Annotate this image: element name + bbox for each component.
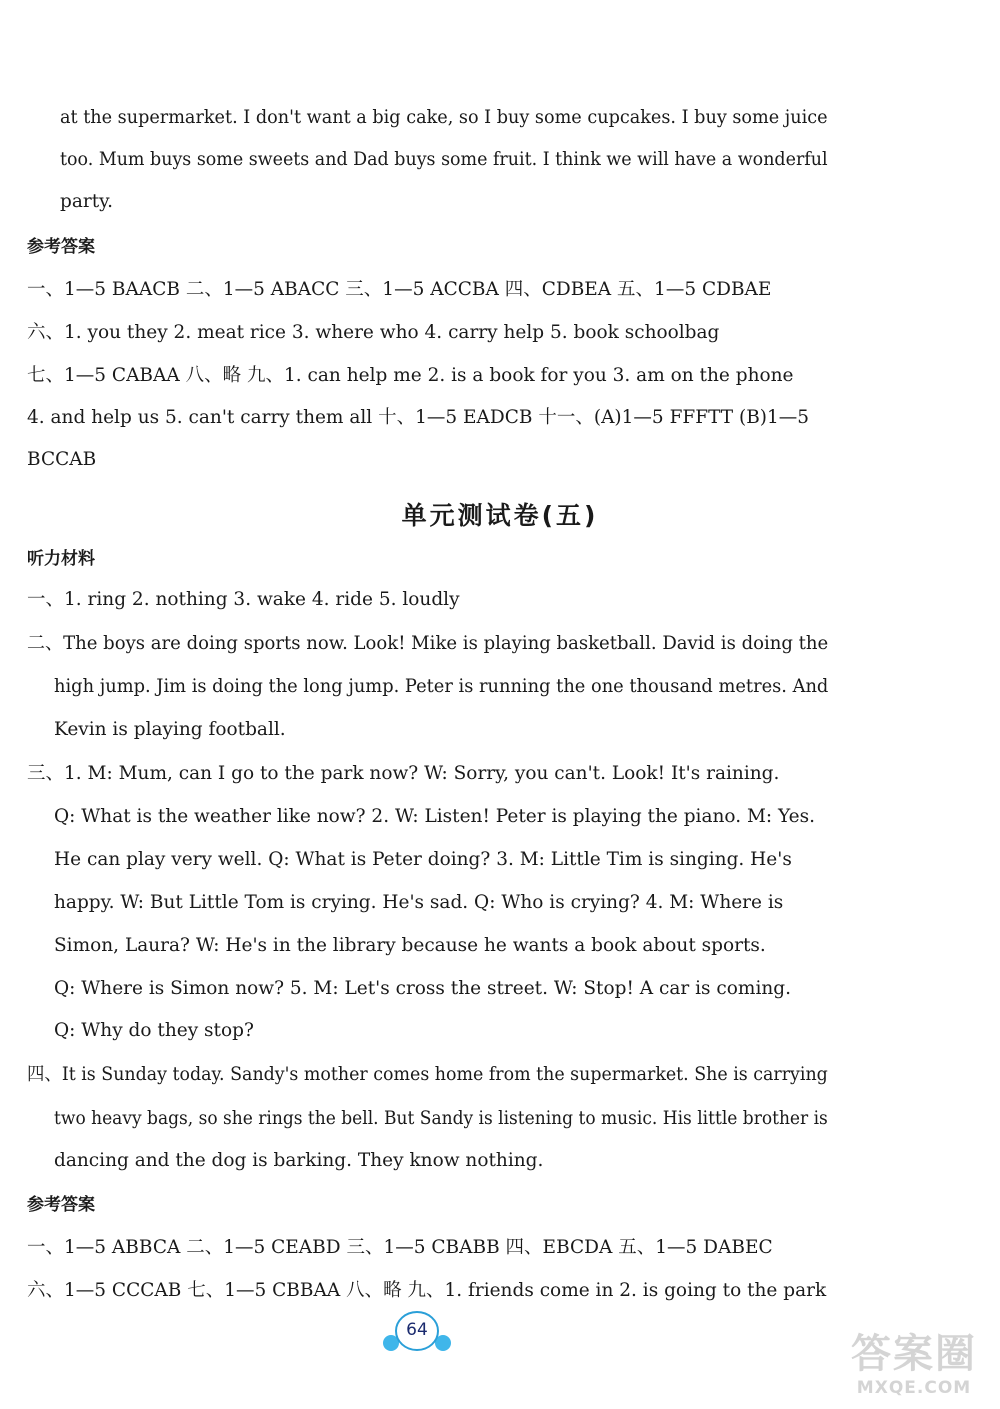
listening-line: Simon, Laura? W: He's in the library because he wants a book about sports. [54, 935, 766, 956]
watermark-sub: MXQE.COM [856, 1378, 972, 1398]
answer-line: 六、1. you they 2. meat rice 3. where who 4. carry help 5. book schoolbag [27, 322, 720, 343]
section-heading-answers: 参考答案 [27, 1195, 95, 1215]
listening-line: high jump. Jim is doing the long jump. Peter is running the one thousand metres. And [54, 676, 829, 697]
watermark-logo [828, 1330, 1000, 1409]
answer-line: BCCAB [27, 449, 97, 470]
watermark-main: 答案圈 [851, 1331, 977, 1377]
section-heading-listening: 听力材料 [27, 549, 95, 569]
listening-line: Q: What is the weather like now? 2. W: Listen! Peter is playing the piano. M: Yes. [54, 806, 815, 827]
answer-line: 一、1—5 ABBCA 二、1—5 CEABD 三、1—5 CBABB 四、EBCDA 五、1—5 DABEC [27, 1237, 773, 1258]
listening-line: Q: Why do they stop? [54, 1020, 254, 1041]
text-line: party. [60, 191, 114, 212]
listening-line: Kevin is playing football. [54, 719, 286, 740]
listening-line: two heavy bags, so she rings the bell. But Sandy is listening to music. His little brother is [54, 1108, 828, 1129]
answer-line: 七、1—5 CABAA 八、略 九、1. can help me 2. is a book for you 3. am on the phone [27, 365, 794, 386]
page-number-badge [382, 1310, 452, 1354]
answer-line: 4. and help us 5. can't carry them all 十、1—5 EADCB 十一、(A)1—5 FFFTT (B)1—5 [27, 407, 810, 428]
answer-line: 一、1—5 BAACB 二、1—5 ABACC 三、1—5 ACCBA 四、CDBEA 五、1—5 CDBAE [27, 279, 772, 300]
listening-line: 一、1. ring 2. nothing 3. wake 4. ride 5. loudly [27, 589, 460, 610]
listening-line: 四、It is Sunday today. Sandy's mother comes home from the supermarket. She is carrying [27, 1064, 828, 1085]
unit-title: 单元测试卷(五) [401, 501, 599, 530]
text-line: at the supermarket. I don't want a big cake, so I buy some cupcakes. I buy some juice [60, 107, 828, 128]
listening-line: 二、The boys are doing sports now. Look! Mike is playing basketball. David is doing the [27, 633, 829, 654]
listening-line: 三、1. M: Mum, can I go to the park now? W: Sorry, you can't. Look! It's raining. [27, 763, 780, 784]
section-heading-answers: 参考答案 [27, 237, 95, 257]
answer-line: 六、1—5 CCCAB 七、1—5 CBBAA 八、略 九、1. friends come in 2. is going to the park [27, 1280, 827, 1301]
listening-line: dancing and the dog is barking. They know nothing. [54, 1150, 544, 1171]
listening-line: happy. W: But Little Tom is crying. He's sad. Q: Who is crying? 4. M: Where is [54, 892, 784, 913]
listening-line: He can play very well. Q: What is Peter doing? 3. M: Little Tim is singing. He's [54, 849, 792, 870]
page-number: 64 [406, 1320, 428, 1340]
listening-line: Q: Where is Simon now? 5. M: Let's cross the street. W: Stop! A car is coming. [54, 978, 792, 999]
text-line: too. Mum buys some sweets and Dad buys some fruit. I think we will have a wonderful [60, 149, 828, 170]
